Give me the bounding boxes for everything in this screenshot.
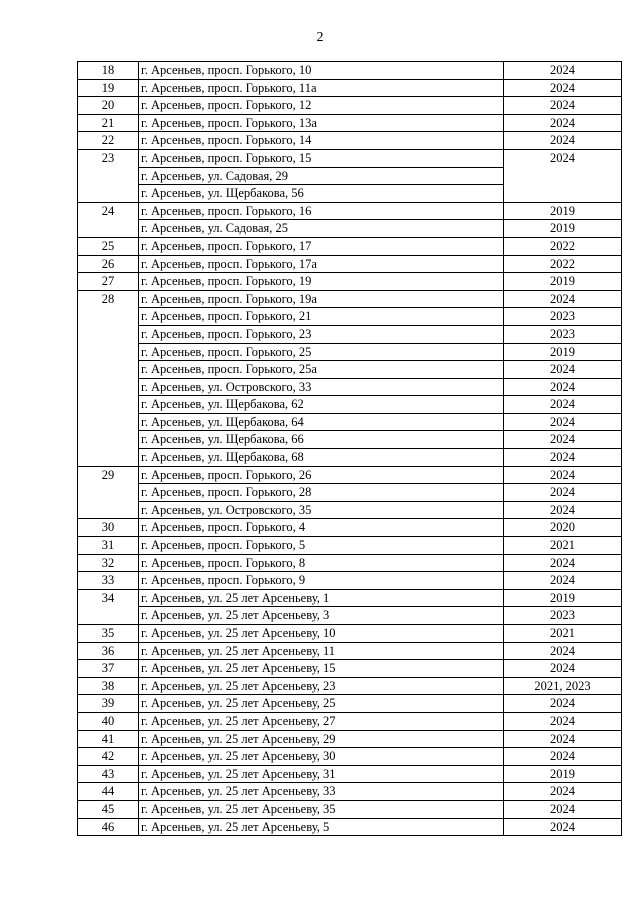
row-year: 2024: [504, 800, 622, 818]
row-year: 2024: [504, 730, 622, 748]
row-year: 2024: [504, 466, 622, 484]
row-number: 26: [78, 255, 139, 273]
table-row: [78, 325, 622, 343]
row-number: [78, 396, 139, 414]
row-number: 34: [78, 589, 139, 607]
table-row: [78, 132, 622, 150]
row-address: г. Арсеньев, просп. Горького, 25: [139, 343, 504, 361]
row-address: г. Арсеньев, просп. Горького, 17: [139, 237, 504, 255]
row-address: г. Арсеньев, просп. Горького, 28: [139, 484, 504, 502]
row-year: 2024: [504, 378, 622, 396]
table-row: [78, 273, 622, 291]
row-address: г. Арсеньев, ул. 25 лет Арсеньеву, 15: [139, 660, 504, 678]
table-row: [78, 343, 622, 361]
row-number: 23: [78, 149, 139, 167]
table-row: [78, 519, 622, 537]
table-row: [78, 765, 622, 783]
row-year: 2021: [504, 625, 622, 643]
table-row: [78, 413, 622, 431]
row-address: г. Арсеньев, ул. Щербакова, 68: [139, 449, 504, 467]
row-address: г. Арсеньев, просп. Горького, 15: [139, 149, 504, 167]
table-row: [78, 484, 622, 502]
row-year: 2024: [504, 396, 622, 414]
row-year: 2021: [504, 537, 622, 555]
row-address: г. Арсеньев, ул. 25 лет Арсеньеву, 30: [139, 748, 504, 766]
row-year: 2024: [504, 149, 622, 167]
row-year: 2023: [504, 607, 622, 625]
table-row: [78, 185, 622, 203]
row-number: [78, 325, 139, 343]
row-year: 2019: [504, 273, 622, 291]
row-address: г. Арсеньев, ул. 25 лет Арсеньеву, 27: [139, 712, 504, 730]
table-row: [78, 695, 622, 713]
row-year: 2024: [504, 660, 622, 678]
row-year: 2024: [504, 361, 622, 379]
table-row: [78, 501, 622, 519]
row-year: 2020: [504, 519, 622, 537]
row-number: 32: [78, 554, 139, 572]
table-row: [78, 783, 622, 801]
table-row: [78, 308, 622, 326]
table-row: [78, 431, 622, 449]
row-address: г. Арсеньев, просп. Горького, 19а: [139, 290, 504, 308]
row-year: 2019: [504, 343, 622, 361]
row-address: г. Арсеньев, просп. Горького, 23: [139, 325, 504, 343]
row-number: 28: [78, 290, 139, 308]
row-year: 2024: [504, 695, 622, 713]
row-number: 25: [78, 237, 139, 255]
row-number: [78, 431, 139, 449]
table-row: [78, 748, 622, 766]
row-address: г. Арсеньев, просп. Горького, 13а: [139, 114, 504, 132]
table-row: [78, 290, 622, 308]
row-address: г. Арсеньев, просп. Горького, 21: [139, 308, 504, 326]
row-number: 31: [78, 537, 139, 555]
row-year: 2024: [504, 712, 622, 730]
row-address: г. Арсеньев, ул. Щербакова, 62: [139, 396, 504, 414]
table-row: [78, 167, 622, 185]
row-number: [78, 501, 139, 519]
table-row: [78, 660, 622, 678]
row-number: 45: [78, 800, 139, 818]
row-address: г. Арсеньев, просп. Горького, 4: [139, 519, 504, 537]
row-address: г. Арсеньев, ул. Островского, 33: [139, 378, 504, 396]
row-address: г. Арсеньев, ул. 25 лет Арсеньеву, 33: [139, 783, 504, 801]
row-address: г. Арсеньев, ул. 25 лет Арсеньеву, 10: [139, 625, 504, 643]
row-address: г. Арсеньев, ул. 25 лет Арсеньеву, 5: [139, 818, 504, 836]
table-row: [78, 114, 622, 132]
row-year: 2024: [504, 554, 622, 572]
row-year: 2024: [504, 62, 622, 80]
row-number: [78, 308, 139, 326]
row-year: 2024: [504, 642, 622, 660]
table-row: [78, 79, 622, 97]
row-address: г. Арсеньев, ул. Щербакова, 66: [139, 431, 504, 449]
row-number: 29: [78, 466, 139, 484]
row-number: 38: [78, 677, 139, 695]
table-row: [78, 449, 622, 467]
row-year: 2019: [504, 202, 622, 220]
table-row: [78, 730, 622, 748]
address-table-body: [78, 62, 622, 836]
row-address: г. Арсеньев, ул. Щербакова, 64: [139, 413, 504, 431]
row-address: г. Арсеньев, просп. Горького, 25а: [139, 361, 504, 379]
row-number: 43: [78, 765, 139, 783]
row-number: [78, 484, 139, 502]
row-address: г. Арсеньев, просп. Горького, 26: [139, 466, 504, 484]
row-year: 2022: [504, 255, 622, 273]
table-row: [78, 361, 622, 379]
row-year: 2024: [504, 783, 622, 801]
row-address: г. Арсеньев, ул. Островского, 35: [139, 501, 504, 519]
row-number: 27: [78, 273, 139, 291]
row-year: [504, 167, 622, 185]
table-row: [78, 537, 622, 555]
row-number: [78, 449, 139, 467]
row-number: 30: [78, 519, 139, 537]
row-number: 36: [78, 642, 139, 660]
row-number: 24: [78, 202, 139, 220]
row-address: г. Арсеньев, просп. Горького, 12: [139, 97, 504, 115]
table-row: [78, 202, 622, 220]
table-row: [78, 220, 622, 238]
row-number: [78, 185, 139, 203]
row-address: г. Арсеньев, ул. 25 лет Арсеньеву, 1: [139, 589, 504, 607]
row-number: [78, 607, 139, 625]
row-year: 2024: [504, 501, 622, 519]
row-number: 46: [78, 818, 139, 836]
row-address: г. Арсеньев, просп. Горького, 11а: [139, 79, 504, 97]
row-address: г. Арсеньев, ул. 25 лет Арсеньеву, 3: [139, 607, 504, 625]
row-year: 2024: [504, 484, 622, 502]
row-address: г. Арсеньев, ул. Садовая, 29: [139, 167, 504, 185]
row-number: 40: [78, 712, 139, 730]
row-number: 44: [78, 783, 139, 801]
row-year: 2021, 2023: [504, 677, 622, 695]
row-address: г. Арсеньев, ул. 25 лет Арсеньеву, 25: [139, 695, 504, 713]
row-address: г. Арсеньев, просп. Горького, 5: [139, 537, 504, 555]
table-row: [78, 466, 622, 484]
table-row: [78, 572, 622, 590]
row-number: 39: [78, 695, 139, 713]
row-year: 2024: [504, 290, 622, 308]
table-row: [78, 677, 622, 695]
row-year: 2019: [504, 589, 622, 607]
row-number: [78, 413, 139, 431]
row-year: 2024: [504, 431, 622, 449]
table-row: [78, 97, 622, 115]
table-row: [78, 62, 622, 80]
table-row: [78, 237, 622, 255]
row-address: г. Арсеньев, ул. 25 лет Арсеньеву, 35: [139, 800, 504, 818]
row-address: г. Арсеньев, ул. Щербакова, 56: [139, 185, 504, 203]
row-number: 20: [78, 97, 139, 115]
page-number: 2: [316, 30, 324, 45]
row-number: [78, 378, 139, 396]
row-address: г. Арсеньев, просп. Горького, 8: [139, 554, 504, 572]
row-number: [78, 220, 139, 238]
table-row: [78, 396, 622, 414]
row-address: г. Арсеньев, просп. Горького, 17а: [139, 255, 504, 273]
row-address: г. Арсеньев, просп. Горького, 10: [139, 62, 504, 80]
table-row: [78, 642, 622, 660]
table-row: [78, 149, 622, 167]
row-year: [504, 185, 622, 203]
row-number: [78, 343, 139, 361]
row-year: 2024: [504, 748, 622, 766]
table-row: [78, 607, 622, 625]
row-year: 2023: [504, 325, 622, 343]
table-row: [78, 554, 622, 572]
table-row: [78, 818, 622, 836]
row-year: 2024: [504, 132, 622, 150]
row-year: 2019: [504, 765, 622, 783]
row-number: 41: [78, 730, 139, 748]
table-row: [78, 378, 622, 396]
row-address: г. Арсеньев, просп. Горького, 9: [139, 572, 504, 590]
row-number: [78, 167, 139, 185]
table-row: [78, 255, 622, 273]
row-year: 2024: [504, 818, 622, 836]
table-row: [78, 625, 622, 643]
row-number: 35: [78, 625, 139, 643]
row-number: 22: [78, 132, 139, 150]
row-address: г. Арсеньев, просп. Горького, 16: [139, 202, 504, 220]
row-year: 2024: [504, 449, 622, 467]
row-number: 42: [78, 748, 139, 766]
row-address: г. Арсеньев, ул. 25 лет Арсеньеву, 29: [139, 730, 504, 748]
row-address: г. Арсеньев, ул. 25 лет Арсеньеву, 31: [139, 765, 504, 783]
table-row: [78, 712, 622, 730]
row-number: 37: [78, 660, 139, 678]
row-year: 2024: [504, 572, 622, 590]
row-number: 18: [78, 62, 139, 80]
row-year: 2024: [504, 114, 622, 132]
table-row: [78, 800, 622, 818]
row-year: 2023: [504, 308, 622, 326]
address-table: [77, 61, 622, 836]
row-year: 2019: [504, 220, 622, 238]
row-year: 2024: [504, 413, 622, 431]
table-row: [78, 589, 622, 607]
row-number: [78, 361, 139, 379]
row-number: 19: [78, 79, 139, 97]
row-address: г. Арсеньев, ул. 25 лет Арсеньеву, 11: [139, 642, 504, 660]
row-year: 2024: [504, 97, 622, 115]
row-address: г. Арсеньев, просп. Горького, 19: [139, 273, 504, 291]
row-year: 2022: [504, 237, 622, 255]
row-address: г. Арсеньев, ул. 25 лет Арсеньеву, 23: [139, 677, 504, 695]
row-year: 2024: [504, 79, 622, 97]
row-number: 21: [78, 114, 139, 132]
row-address: г. Арсеньев, ул. Садовая, 25: [139, 220, 504, 238]
row-number: 33: [78, 572, 139, 590]
row-address: г. Арсеньев, просп. Горького, 14: [139, 132, 504, 150]
